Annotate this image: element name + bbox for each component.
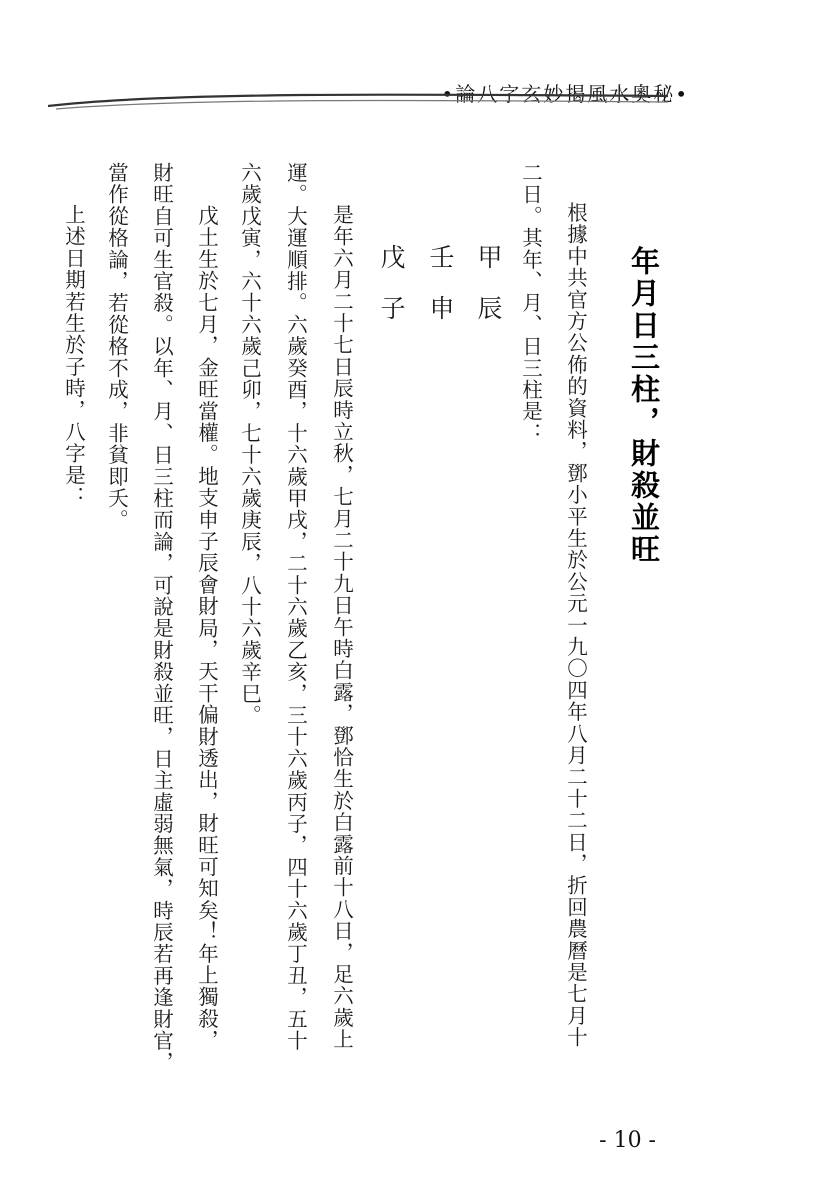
- page-number: - 10 -: [599, 1128, 656, 1153]
- text-column: 是年六月二十七日辰時立秋，七月二十九日午時白露，鄧恰生於白露前十八日，足六歲上: [329, 204, 354, 1051]
- running-header: •論八字玄妙揭風水奧秘•: [441, 82, 689, 106]
- section-title: 年月日三柱，財殺並旺: [627, 246, 661, 566]
- day-pillar: 戊子: [377, 244, 406, 346]
- year-pillar: 甲辰: [474, 244, 503, 346]
- text-column: 六歲戊寅，六十六歲己卯，七十六歲庚辰，八十六歲辛巳。: [237, 162, 262, 727]
- text-column: 戊土生於七月，金旺當權。地支申子辰會財局，天干偏財透出，財旺可知矣！年上獨殺，: [194, 205, 219, 1052]
- text-column: 二日。其年、月、日三柱是：: [518, 162, 543, 445]
- text-column: 當作從格論，若從格不成，非貧即夭。: [104, 162, 129, 531]
- text-column: 上述日期若生於子時，八字是：: [61, 204, 86, 508]
- text-column: 財旺自可生官殺。以年、月、日三柱而論，可說是財殺並旺，日主虛弱無氣，時辰若再逢財官，: [149, 162, 174, 1074]
- text-column: 根據中共官方公佈的資料，鄧小平生於公元一九〇四年八月二十二日，折回農曆是七月十: [563, 202, 588, 1049]
- text-column: 運。大運順排。六歲癸酉，十六歲甲戌，二十六歲乙亥，三十六歲丙子，四十六歲丁丑，五十: [283, 162, 308, 1052]
- month-pillar: 壬申: [426, 244, 455, 346]
- header-divider-line: [48, 84, 668, 124]
